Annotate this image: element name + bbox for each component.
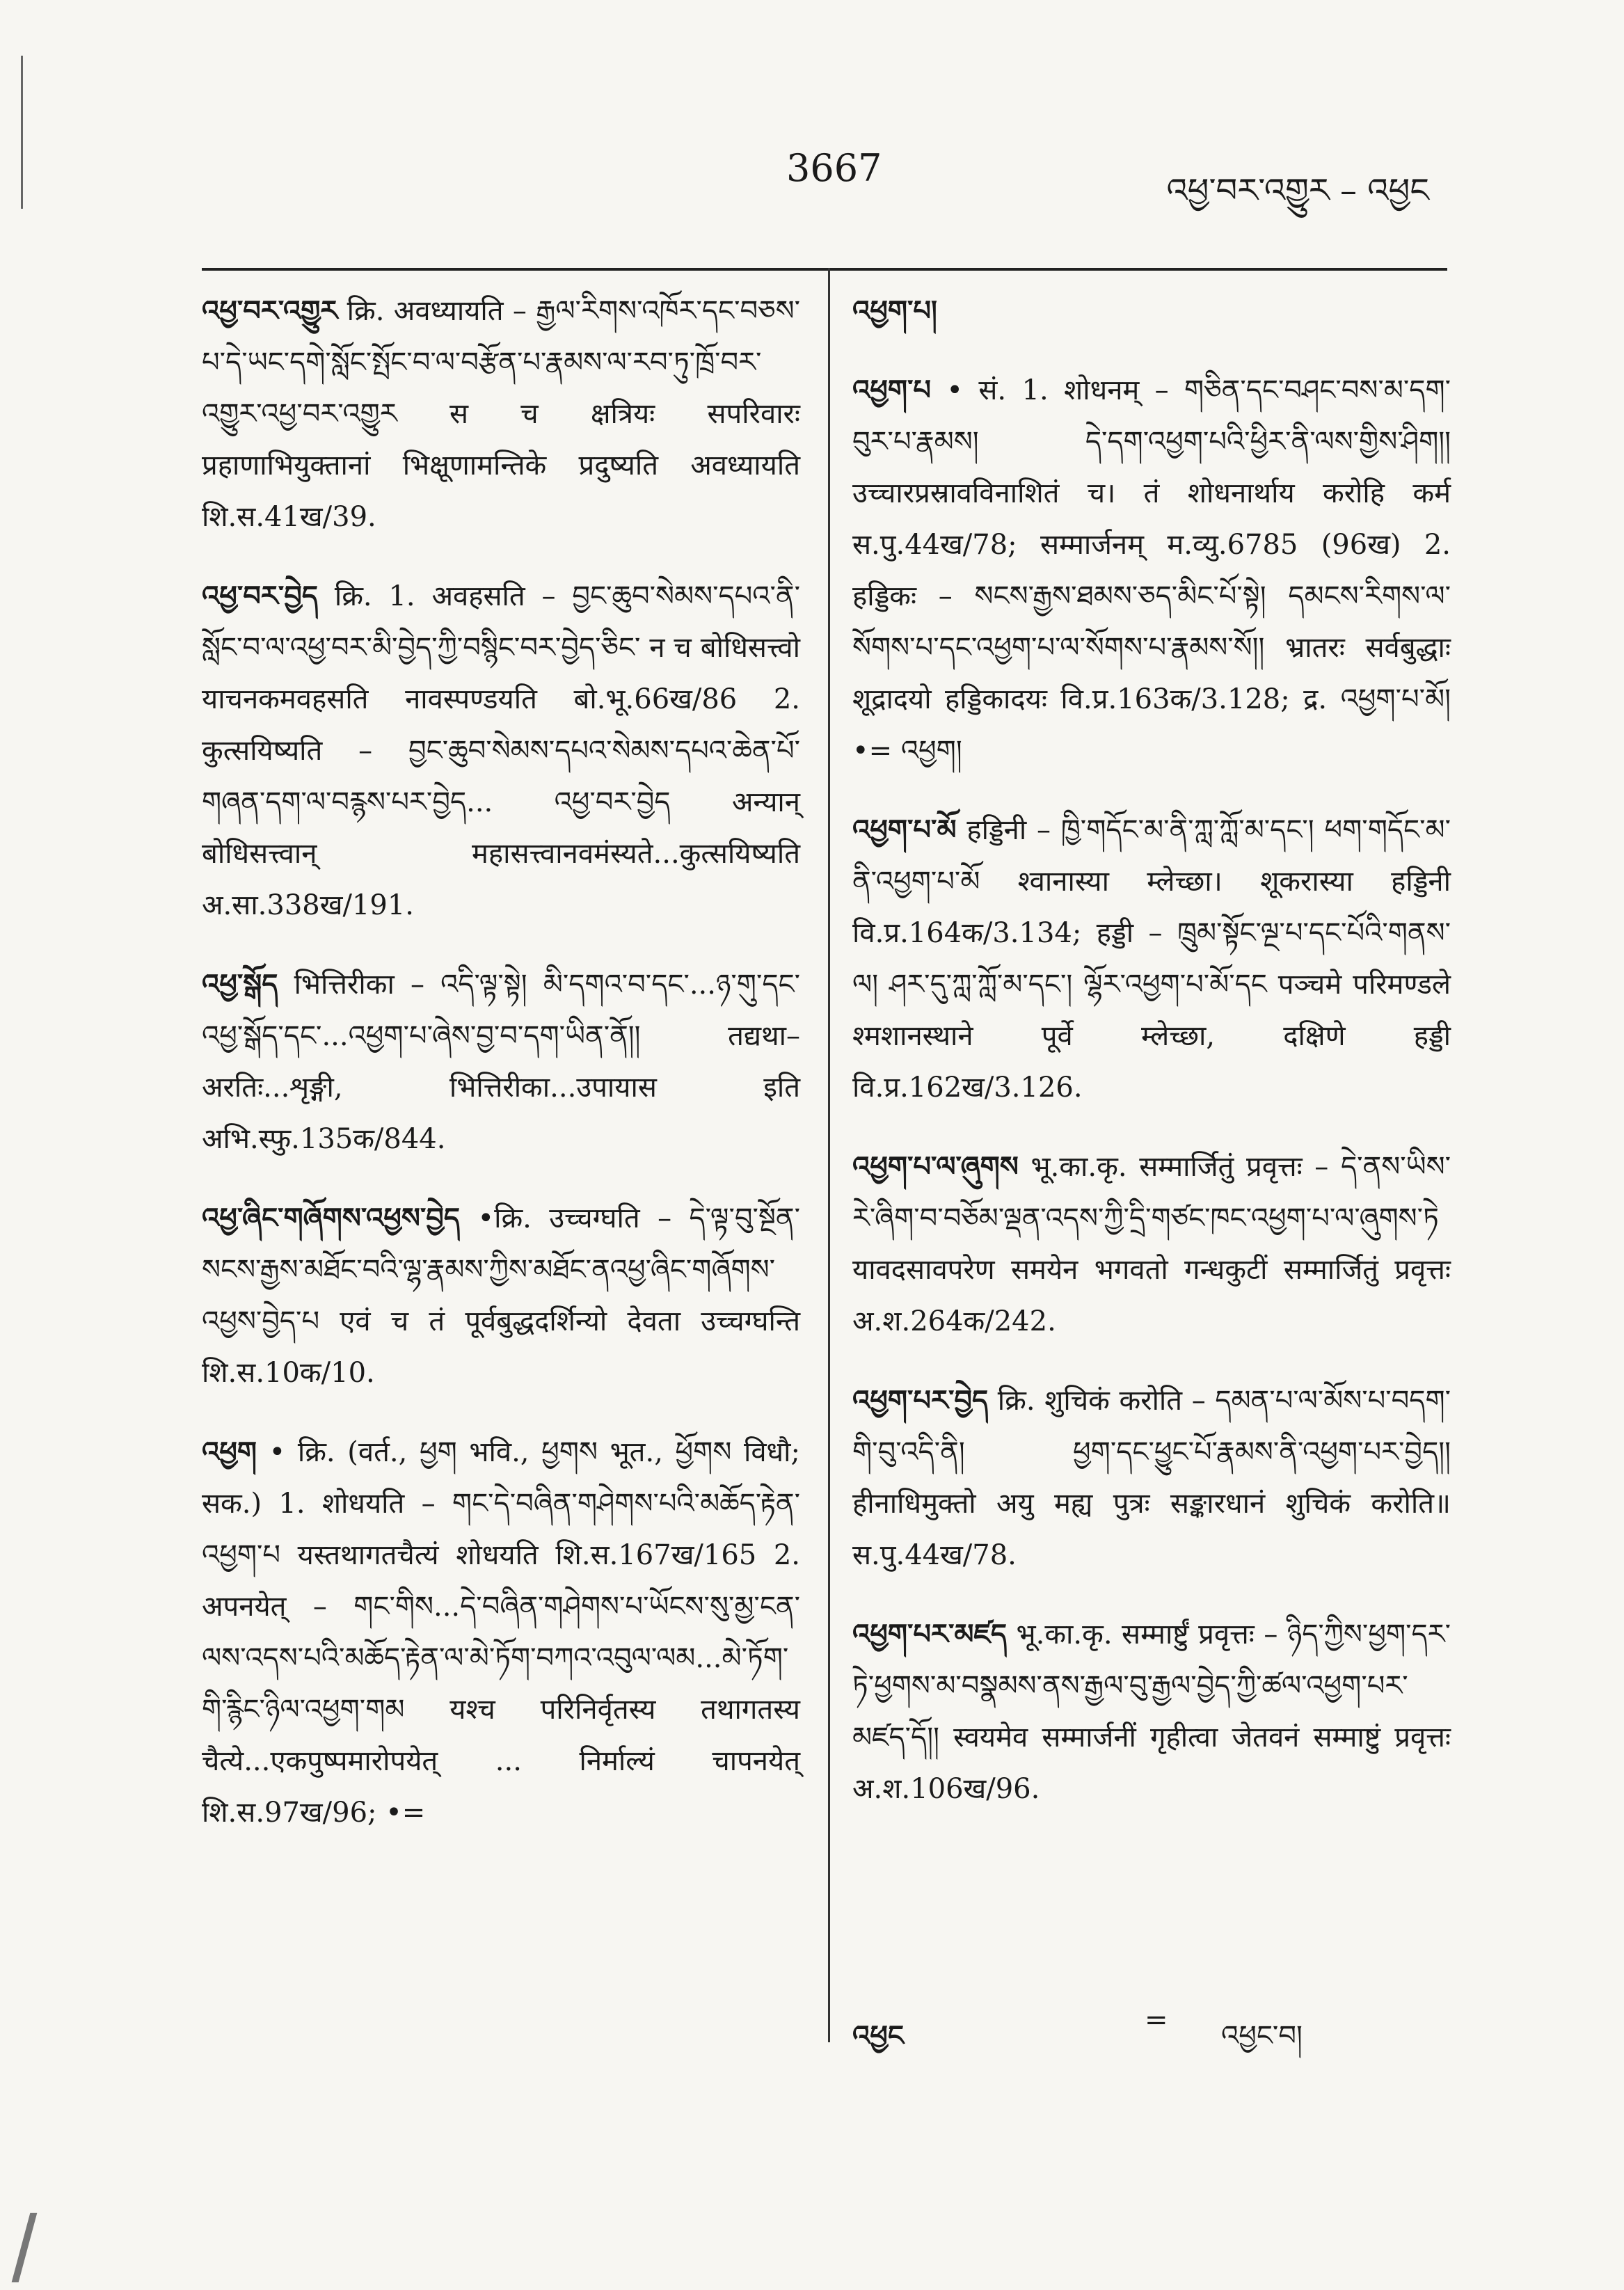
entry-text: क्रि. 1. अवहसति – བྱང་ཆུབ་སེམས་དཔའ་ནི་སློང་བ་ལ་འཕྱ་བར་མི་བྱེད་ཀྱི་བསྙིང་བར་བྱེད་ཅིང་ न च बोधिसत्त्वो याचनकमवहसति नावस्पण्डयति बो.भू.66ख/86 2. कुत्सयिष्यति – བྱང་ཆུབ་སེམས་དཔའ་སེམས་དཔའ་ཆེན་པོ་གཞན་དག་ལ་བརྙས་པར་བྱེད... འཕྱ་བར་བྱེད अन्यान् बोधिसत्त्वान् महासत्त्वानवमंस्यते...कुत्सयिष्यति अ.सा.338ख/191. <box>202 580 800 921</box>
left-column <box>202 285 800 1866</box>
entry-text: •क्रि. उच्चग्घति – དེ་ལྟ་བུ་སྔོན་སངས་རྒྱས་མཐོང་བའི་ལྷ་རྣམས་ཀྱིས་མཐོང་ནའཕྱ་ཞིང་གཞོགས་འཕྱས་བྱེད་པ एवं च तं पूर्वबुद्धदर्शिन्यो देवता उच्चग्घन्ति शि.स.10क/10. <box>202 1202 800 1389</box>
running-head: འཕྱ་བར་འགྱུར – འཕྱང <box>1166 171 1429 210</box>
page-number: 3667 <box>786 146 882 190</box>
dictionary-entry <box>202 1193 800 1399</box>
header-rule <box>202 268 1447 271</box>
entry-headword: འཕྱ་སྒོད <box>202 968 278 1001</box>
entry-headword: འཕྱ་ཞིང་གཞོགས་འཕྱས་བྱེད <box>202 1202 461 1234</box>
entry-text: क्रि. अवध्यायति – རྒྱལ་རིགས་འཁོར་དང་བཅས་པ་དེ་ཡང་དགེ་སློང་སྤོང་བ་ལ་བརྩོན་པ་རྣམས་ལ་རབ་ཏུ་ཁྲོ་བར་འགྱུར་འཕྱ་བར་འགྱུར स च क्षत्रियः सपरिवारः प्रहाणाभियुक्तानां भिक्षूणामन्तिके प्रदुष्यति अवध्यायति शि.स.41ख/39. <box>202 295 800 533</box>
dictionary-entry <box>202 959 800 1165</box>
dictionary-entry <box>852 1141 1451 1347</box>
entry-text: भू.का.कृ. सम्मार्जितुं प्रवृत्तः – དེ་ནས་ཡིས་རེ་ཞིག་བ་བཅོམ་ལྡན་འདས་ཀྱི་དྲི་གཙང་ཁང་འཕྱག་པ་ལ་ཞུགས་ཏེ यावदसावपरेण समयेन भगवतो गन्धकुटीं सम्मार्जितुं प्रवृत्तः अ.श.264क/242. <box>852 1151 1451 1337</box>
equals-sign: = <box>1145 2004 1168 2036</box>
entry-headword: འཕྱག་པ། <box>852 294 937 327</box>
cross-reference-entry <box>852 2004 1451 2083</box>
entry-text: हड्डिनी – ཁྱི་གདོང་མ་ནི་ཀླ་ཀློ་མ་དང་། ཕག་གདོང་མ་ནི་འཕྱག་པ་མོ श्वानास्या म्लेच्छा। शूकरास्या हड्डिनी वि.प्र.164क/3.134; हड्डी – ཁྲུམ་སྟོང་ལྔ་པ་དང་པོའི་གནས་ལ། ཤར་དུ་ཀླ་ཀློ་མ་དང་། ལྷོར་འཕྱག་པ་མོ་དང पञ्चमे परिमण्डले श्मशानस्थाने पूर्वे म्लेच्छा, दक्षिणे हड्डी वि.प्र.162ख/3.126. <box>852 814 1451 1104</box>
column-divider <box>828 268 830 2042</box>
right-column <box>852 285 1451 1843</box>
dictionary-entry <box>852 365 1451 777</box>
dictionary-entry <box>202 571 800 931</box>
dictionary-entry <box>852 285 1451 337</box>
scan-edge-mark <box>21 56 23 209</box>
entry-text: भू.का.कृ. सम्मार्ष्टुं प्रवृत्तः – ཉིད་ཀྱིས་ཕྱག་དར་ཏེ་ཕྱགས་མ་བསྣམས་ནས་རྒྱལ་བུ་རྒྱལ་བྱེད་ཀྱི་ཚལ་འཕྱག་པར་མཛད་དོ།། स्वयमेव सम्मार्जनीं गृहीत्वा जेतवनं सम्माष्टुं प्रवृत्तः अ.श.106ख/96. <box>852 1619 1451 1805</box>
dictionary-entry <box>852 1375 1451 1581</box>
entry-headword: འཕྱ་བར་འགྱུར <box>202 294 338 327</box>
cross-reference-target: འཕྱང་བ། <box>1221 2020 1303 2052</box>
dictionary-entry <box>852 804 1451 1113</box>
entry-text: क्रि. शुचिकं करोति – དམན་པ་ལ་མོས་པ་བདག་གི་བུ་འདི་ནི། ཕྱག་དང་ཕྱུང་པོ་རྣམས་ནི་འཕྱག་པར་བྱེད།། हीनाधिमुक्तो अयु मह्य पुत्रः सङ्कारधानं शुचिकं करोति॥ स.पु.44ख/78. <box>852 1385 1451 1571</box>
dictionary-entry <box>202 1426 800 1838</box>
entry-headword: འཕྱག་པ་མོ <box>852 813 957 846</box>
dictionary-entry <box>852 1609 1451 1815</box>
entry-headword: འཕྱག་པ་ལ་ཞུགས <box>852 1150 1019 1183</box>
entry-headword: འཕྱག་པར་མཛད <box>852 1618 1007 1651</box>
scan-corner-mark <box>12 2213 38 2282</box>
entry-headword: འཕྱག་པ <box>852 374 932 406</box>
entry-headword: འཕྱག <box>202 1436 257 1468</box>
entry-text: भित्तिरीका – འདི་ལྟ་སྟེ། མི་དགའ་བ་དང་...ཉ་གུ་དང་འཕྱ་སྒོད་དང་...འཕྱག་པ་ཞེས་བྱ་བ་དག་ཡིན་ནོ།། तद्यथा–अरतिः...शृङ्गी, भित्तिरीका...उपायास इति अभि.स्फु.135क/844. <box>202 969 800 1155</box>
entry-headword: འཕྱ་བར་བྱེད <box>202 580 318 612</box>
entry-text: • सं. 1. शोधनम् – གཅིན་དང་བཤང་བས་མ་དག་བུར་པ་རྣམས། དེ་དག་འཕྱག་པའི་ཕྱིར་ནི་ལས་གྱིས་ཤིག།། उच्चारप्रस्रावविनाशितं च। तं शोधनार्थाय करोहि कर्म स.पु.44ख/78; सम्मार्जनम् म.व्यु.6785 (96ख) 2. हड्डिकः – སངས་རྒྱས་ཐམས་ཅད་མིང་པོ་སྟེ། དམངས་རིགས་ལ་སོགས་པ་དང་འཕྱག་པ་ལ་སོགས་པ་རྣམས་སོ།། भ्रातरः सर्वबुद्धाः शूद्रादयो हड्डिकादयः वि.प्र.163क/3.128; द्र. འཕྱག་པ་མོ། •= འཕྱག། <box>852 374 1451 767</box>
entry-text: • क्रि. (वर्त., ཕྱག भवि., ཕྱགས भूत., ཕྱོགས विधौ; सक.) 1. शोधयति – གང་དེ་བཞིན་གཤེགས་པའི་མཆོད་རྟེན་འཕྱག་པ यस्तथागतचैत्यं शोधयति शि.स.167ख/165 2. अपनयेत् – གང་གིས...དེ་བཞིན་གཤེགས་པ་ཡོངས་སུ་མྱ་ངན་ལས་འདས་པའི་མཆོད་རྟེན་ལ་མེ་ཏོག་བཀའ་འབུལ་ལམ...མེ་ཏོག་གི་རྙིང་ཉིལ་འཕྱག་གམ यश्च परिनिर्वृतस्य तथागतस्य चैत्ये...एकपुष्पमारोपयेत् ... निर्माल्यं चापनयेत् शि.स.97ख/96; •= <box>202 1436 800 1829</box>
entry-headword: འཕྱང <box>852 2019 904 2052</box>
dictionary-entry <box>202 285 800 543</box>
entry-headword: འཕྱག་པར་བྱེད <box>852 1384 989 1417</box>
